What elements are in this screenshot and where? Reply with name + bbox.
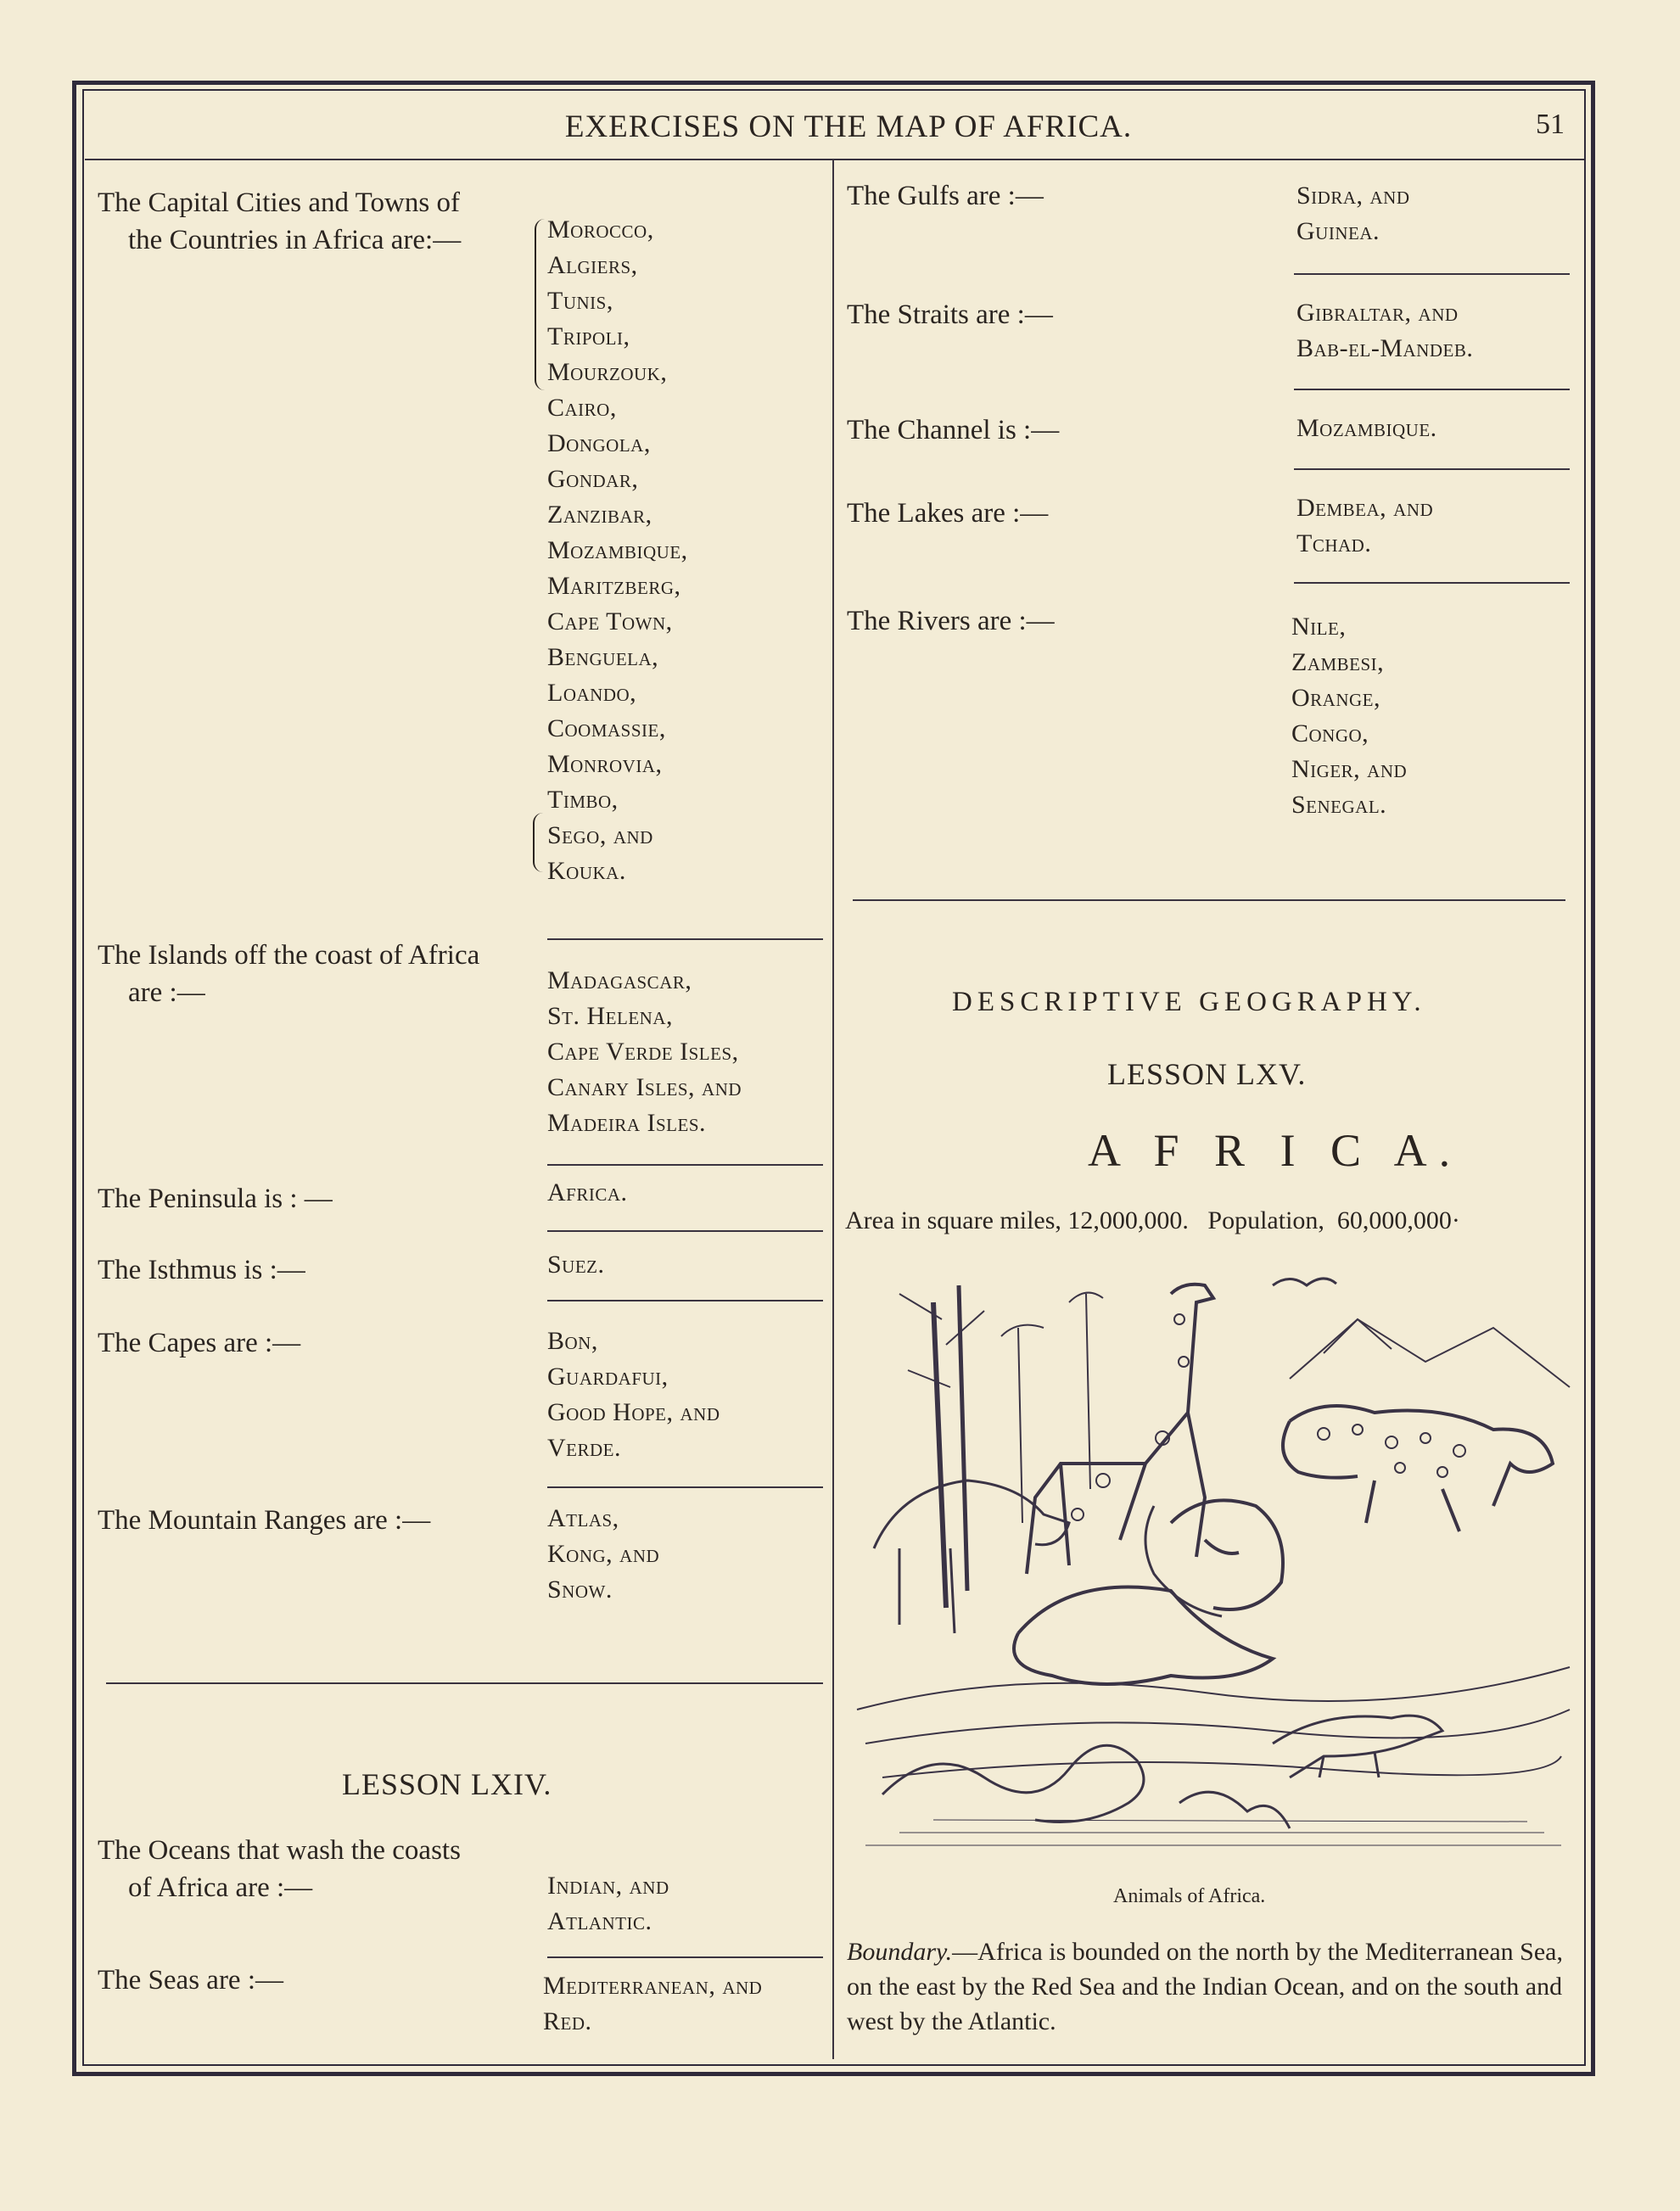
list-item: Congo, bbox=[1291, 719, 1369, 747]
list-item: Guardafui, bbox=[547, 1363, 669, 1391]
straits-label: The Straits are :— bbox=[847, 299, 1053, 330]
peninsula-value: Africa. bbox=[547, 1178, 628, 1206]
rivers-list bbox=[1291, 609, 1407, 823]
list-item: Kong, and bbox=[547, 1540, 660, 1568]
area-population-line: Area in square miles, 12,000,000. Population, 60,000,000· bbox=[845, 1206, 1460, 1234]
list-item: Cape Town, bbox=[547, 607, 673, 635]
boundary-paragraph bbox=[847, 1934, 1576, 2039]
boundary-text: —Africa is bounded on the north by the Mediterranean Sea, on the east by the Red Sea and the Indian Ocean, and on the south and west by the Atlantic. bbox=[847, 1938, 1563, 2035]
list-item: Atlantic. bbox=[547, 1907, 652, 1935]
list-item: Mourzouk, bbox=[547, 358, 668, 386]
straits-list bbox=[1296, 295, 1473, 367]
list-item: Cape Verde Isles, bbox=[547, 1038, 739, 1066]
mountains-list bbox=[547, 1501, 659, 1608]
list-item: Indian, and bbox=[547, 1872, 669, 1900]
list-item: Dongola, bbox=[547, 429, 651, 457]
list-item: Guinea. bbox=[1296, 217, 1380, 245]
capitals-label-line1: The Capital Cities and Towns of bbox=[98, 188, 460, 218]
brace-central-towns bbox=[533, 813, 546, 872]
list-item: Sego, and bbox=[547, 821, 653, 849]
divider-rule bbox=[547, 1230, 823, 1232]
page-number: 51 bbox=[1536, 109, 1565, 140]
header-rule bbox=[85, 159, 1584, 160]
islands-label-line2: are :— bbox=[128, 977, 205, 1008]
list-item: Cairo, bbox=[547, 394, 617, 422]
africa-title: A F R I C A. bbox=[1088, 1125, 1463, 1176]
islands-list bbox=[547, 963, 742, 1141]
list-item: Algiers, bbox=[547, 251, 638, 279]
section-rule bbox=[853, 899, 1565, 901]
capitals-label-line2: the Countries in Africa are:— bbox=[128, 225, 462, 255]
oceans-label-line2: of Africa are :— bbox=[128, 1872, 313, 1903]
running-title: EXERCISES ON THE MAP OF AFRICA. bbox=[564, 109, 1133, 144]
list-item: Gibraltar, and bbox=[1296, 299, 1459, 327]
list-item: Good Hope, and bbox=[547, 1398, 720, 1426]
list-item: Verde. bbox=[547, 1434, 621, 1462]
channel-label: The Channel is :— bbox=[847, 415, 1060, 445]
lesson-64-heading: LESSON LXIV. bbox=[342, 1767, 552, 1801]
list-item: Bon, bbox=[547, 1327, 598, 1355]
capes-label: The Capes are :— bbox=[98, 1328, 301, 1358]
oceans-list bbox=[547, 1868, 669, 1940]
animals-of-africa-illustration bbox=[848, 1268, 1578, 1862]
list-item: Benguela, bbox=[547, 643, 659, 671]
list-item: Mozambique, bbox=[547, 536, 688, 564]
list-item: Niger, and bbox=[1291, 755, 1408, 783]
section-rule bbox=[106, 1682, 823, 1684]
list-item: St. Helena, bbox=[547, 1002, 673, 1030]
capes-list bbox=[547, 1324, 720, 1466]
lakes-label: The Lakes are :— bbox=[847, 498, 1049, 529]
list-item: Coomassie, bbox=[547, 714, 666, 742]
illustration-caption: Animals of Africa. bbox=[1113, 1885, 1266, 1907]
section-heading: DESCRIPTIVE GEOGRAPHY. bbox=[952, 987, 1426, 1017]
lesson-65-heading: LESSON LXV. bbox=[1107, 1057, 1307, 1091]
seas-label: The Seas are :— bbox=[98, 1965, 283, 1995]
mountains-label: The Mountain Ranges are :— bbox=[98, 1505, 431, 1536]
peninsula-label: The Peninsula is : — bbox=[98, 1184, 333, 1214]
list-item: Senegal. bbox=[1291, 791, 1387, 819]
list-item: Timbo, bbox=[547, 786, 619, 814]
list-item: Atlas, bbox=[547, 1504, 619, 1532]
list-item: Loando, bbox=[547, 679, 637, 707]
isthmus-value: Suez. bbox=[547, 1251, 605, 1279]
divider-rule bbox=[547, 1956, 823, 1958]
list-item: Morocco, bbox=[547, 216, 654, 243]
seas-list bbox=[543, 1968, 762, 2040]
boundary-lead: Boundary. bbox=[847, 1938, 953, 1966]
divider-rule bbox=[547, 1300, 823, 1301]
list-item: Bab-el-Mandeb. bbox=[1296, 334, 1474, 362]
list-item: Zambesi, bbox=[1291, 648, 1385, 676]
list-item: Dembea, and bbox=[1296, 494, 1434, 522]
list-item: Canary Isles, and bbox=[547, 1073, 742, 1101]
list-item: Red. bbox=[543, 2007, 592, 2035]
list-item: Madagascar, bbox=[547, 966, 692, 994]
brace-north-africa bbox=[535, 219, 548, 390]
list-item: Nile, bbox=[1291, 613, 1347, 641]
divider-rule bbox=[1294, 582, 1570, 584]
isthmus-label: The Isthmus is :— bbox=[98, 1255, 305, 1285]
divider-rule bbox=[547, 1164, 823, 1166]
divider-rule bbox=[547, 1486, 823, 1488]
list-item: Sidra, and bbox=[1296, 182, 1410, 210]
oceans-label-line1: The Oceans that wash the coasts bbox=[98, 1835, 461, 1866]
islands-label-line1: The Islands off the coast of Africa bbox=[98, 940, 480, 971]
list-item: Tchad. bbox=[1296, 529, 1372, 557]
divider-rule bbox=[1294, 273, 1570, 275]
rivers-label: The Rivers are :— bbox=[847, 606, 1055, 636]
gulfs-list bbox=[1296, 178, 1410, 249]
list-item: Madeira Isles. bbox=[547, 1109, 707, 1137]
column-divider bbox=[832, 160, 834, 2059]
channel-value: Mozambique. bbox=[1296, 414, 1437, 442]
list-item: Kouka. bbox=[547, 857, 626, 885]
lakes-list bbox=[1296, 490, 1433, 562]
list-item: Zanzibar, bbox=[547, 501, 652, 529]
list-item: Tripoli, bbox=[547, 322, 630, 350]
list-item: Tunis, bbox=[547, 287, 613, 315]
list-item: Gondar, bbox=[547, 465, 639, 493]
list-item: Orange, bbox=[1291, 684, 1380, 712]
list-item: Mediterranean, and bbox=[543, 1972, 763, 2000]
divider-rule bbox=[547, 938, 823, 940]
divider-rule bbox=[1294, 468, 1570, 470]
list-item: Snow. bbox=[547, 1576, 613, 1604]
list-item: Maritzberg, bbox=[547, 572, 681, 600]
divider-rule bbox=[1294, 389, 1570, 390]
capitals-list bbox=[547, 212, 688, 889]
list-item: Monrovia, bbox=[547, 750, 663, 778]
gulfs-label: The Gulfs are :— bbox=[847, 181, 1044, 211]
